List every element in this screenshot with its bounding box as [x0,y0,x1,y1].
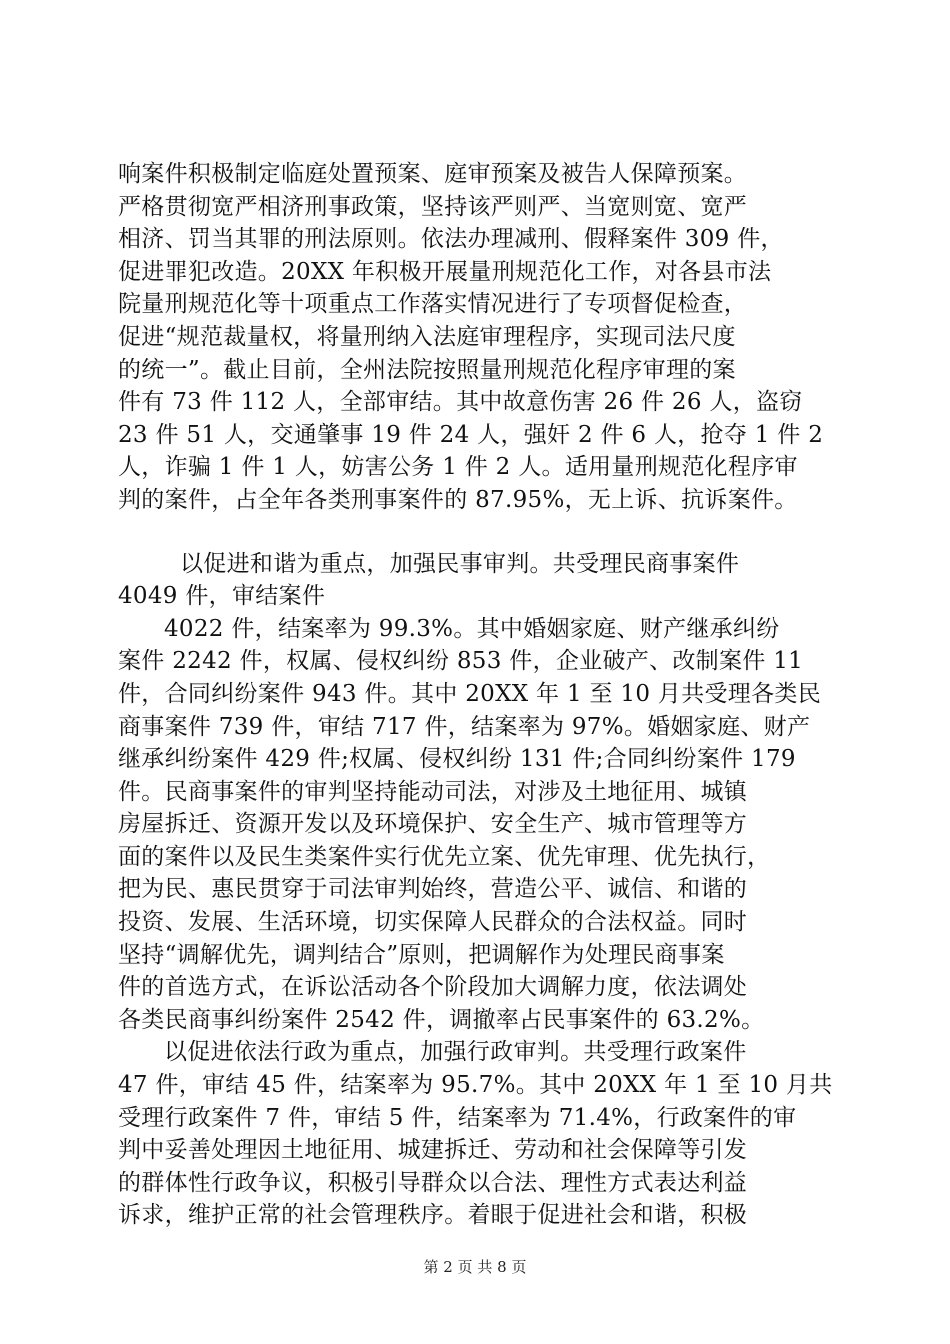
text-line: 促进罪犯改造。20XX 年积极开展量刑规范化工作，对各县市法 [118,258,772,285]
paragraph-civil-trial [118,548,840,1037]
text-line: 相济、罚当其罪的刑法原则。依法办理减刑、假释案件 309 件， [118,226,784,253]
text-line: 案件 2242 件，权属、侵权纠纷 853 件，企业破产、改制案件 11 [118,648,804,675]
text-line: 以促进依法行政为重点，加强行政审判。共受理行政案件 [164,1039,747,1066]
page-number: 第 2 页 共 8 页 [423,1258,527,1276]
text-line: 4022 件，结案率为 99.3%。其中婚姻家庭、财产继承纠纷 [164,615,780,642]
page-footer [0,1257,950,1277]
text-line: 房屋拆迁、资源开发以及环境保护、安全生产、城市管理等方 [118,811,748,838]
text-line: 受理行政案件 7 件，审结 5 件，结案率为 71.4%，行政案件的审 [118,1104,797,1131]
text-line: 面的案件以及民生类案件实行优先立案、优先审理、优先执行， [118,843,771,870]
text-line: 投资、发展、生活环境，切实保障人民群众的合法权益。同时 [118,909,748,936]
text-line: 件有 73 件 112 人，全部审结。其中故意伤害 26 件 26 人，盗窃 [118,389,803,416]
text-line: 件，合同纠纷案件 943 件。其中 20XX 年 1 至 10 月共受理各类民 [118,680,822,707]
text-line: 把为民、惠民贯穿于司法审判始终，营造公平、诚信、和谐的 [118,876,748,903]
text-line: 继承纠纷案件 429 件;权属、侵权纠纷 131 件;合同纠纷案件 179 [118,746,796,773]
text-line: 判的案件，占全年各类刑事案件的 87.95%，无上诉、抗诉案件。 [118,486,798,513]
text-line: 严格贯彻宽严相济刑事政策，坚持该严则严、当宽则宽、宽严 [118,193,748,220]
text-line: 判中妥善处理因土地征用、城建拆迁、劳动和社会保障等引发 [118,1137,748,1164]
text-line: 件。民商事案件的审判坚持能动司法，对涉及土地征用、城镇 [118,778,748,805]
text-line: 院量刑规范化等十项重点工作落实情况进行了专项督促检查， [118,291,748,318]
text-line: 47 件，审结 45 件，结案率为 95.7%。其中 20XX 年 1 至 10 月共 [118,1072,833,1099]
text-line: 以促进和谐为重点，加强民事审判。共受理民商事案件 [180,550,740,577]
text-line: 的统一”。截止目前，全州法院按照量刑规范化程序审理的案 [118,356,736,383]
text-line: 坚持“调解优先，调判结合”原则，把调解作为处理民商事案 [118,941,725,968]
document-body [118,158,840,1232]
text-line: 商事案件 739 件，审结 717 件，结案率为 97%。婚姻家庭、财产 [118,713,811,740]
text-line: 人，诈骗 1 件 1 人，妨害公务 1 件 2 人。适用量刑规范化程序审 [118,454,798,481]
text-line: 促进“规范裁量权，将量刑纳入法庭审理程序，实现司法尺度 [118,323,736,350]
text-line: 23 件 51 人，交通肇事 19 件 24 人，强奸 2 件 6 人，抢夺 1 件 2 [118,421,824,448]
text-line: 的群体性行政争议，积极引导群众以合法、理性方式表达利益 [118,1169,748,1196]
text-line: 各类民商事纠纷案件 2542 件，调撤率占民事案件的 63.2%。 [118,1006,765,1033]
text-line: 响案件积极制定临庭处置预案、庭审预案及被告人保障预案。 [118,161,748,187]
text-line: 4049 件，审结案件 [118,583,326,610]
paragraph-gap [118,517,840,548]
paragraph-criminal-trial [118,158,840,517]
paragraph-administrative-trial [118,1036,840,1232]
text-line: 诉求，维护正常的社会管理秩序。着眼于促进社会和谐，积极 [118,1202,748,1229]
text-line: 件的首选方式，在诉讼活动各个阶段加大调解力度，依法调处 [118,974,748,1001]
